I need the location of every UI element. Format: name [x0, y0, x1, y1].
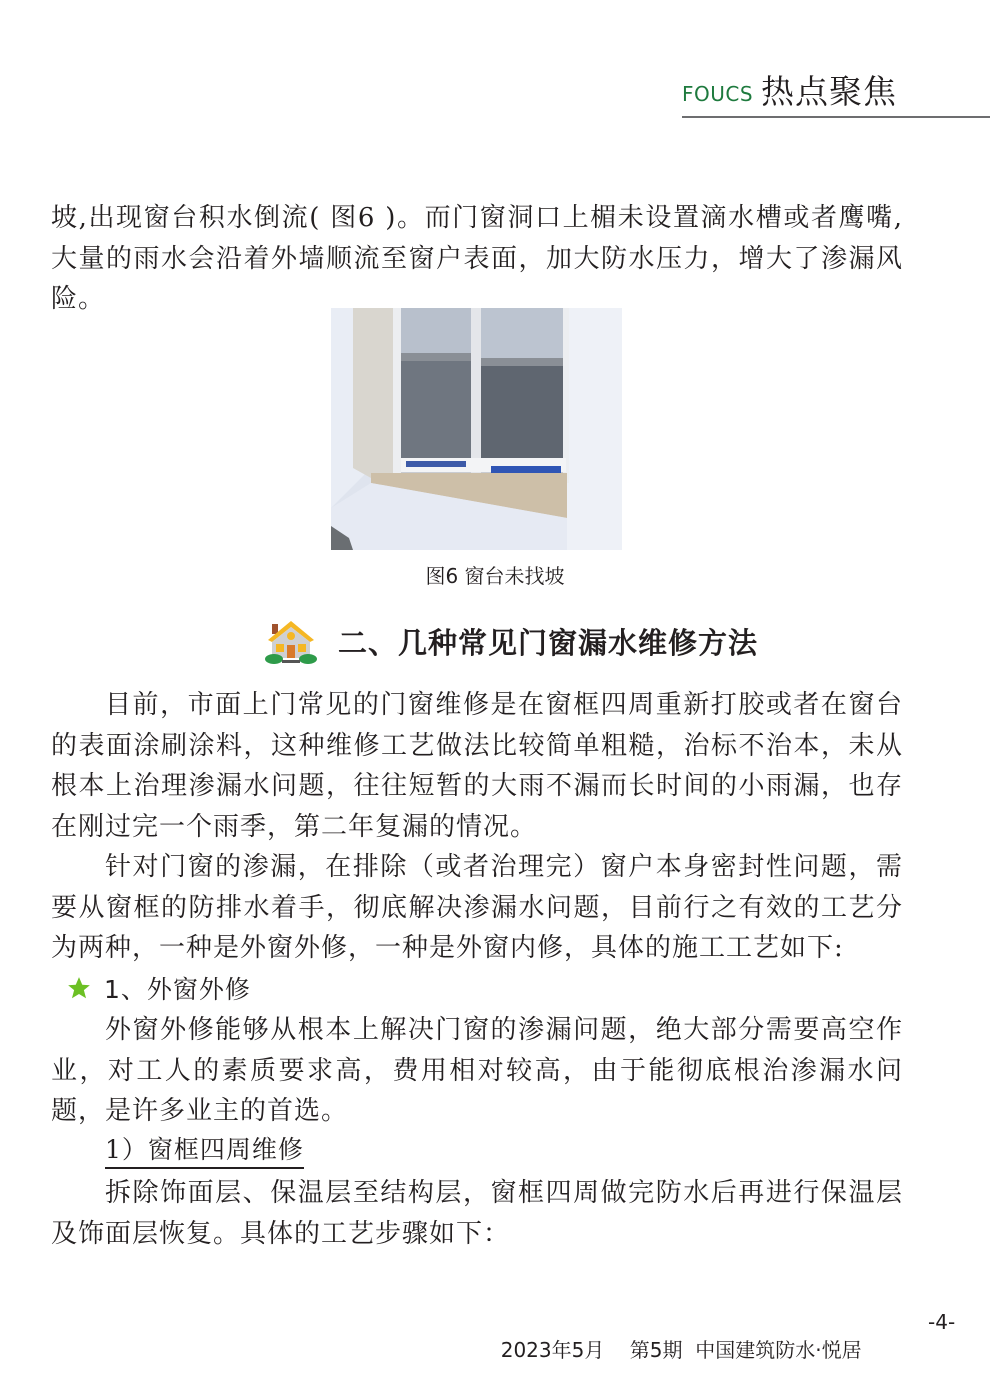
header-divider: [682, 116, 990, 118]
subsection-heading: [66, 970, 251, 1006]
figure-caption: 图6 窗台未找坡: [425, 564, 565, 588]
paragraph-intro: 坡,出现窗台积水倒流( 图6 )。而门窗洞口上楣未设置滴水槽或者鹰嘴,大量的雨水会沿着外墙顺流至窗户表面，加大防水压力，增大了渗漏风险。: [51, 203, 903, 314]
house-icon: [264, 618, 318, 664]
window-photo-illustration: [331, 308, 622, 550]
subsection-title: 1、外窗外修: [104, 975, 251, 1004]
star-icon: [66, 975, 92, 1001]
section-label-cn: 热点聚焦: [761, 72, 897, 111]
paragraph-current-methods: 目前，市面上门常见的门窗维修是在窗框四周重新打胶或者在窗台的表面涂刷涂料，这种维修工艺做法比较简单粗糙，治标不治本，未从根本上治理渗漏水问题，往往短暂的大雨不漏而长时间的小雨漏，也存在刚过完一个雨季，第二年复漏的情况。: [51, 690, 903, 842]
paragraph-external-repair: 外窗外修能够从根本上解决门窗的渗漏问题，绝大部分需要高空作业，对工人的素质要求高，费用相对较高，由于能彻底根治渗漏水问题，是许多业主的首选。: [51, 1015, 903, 1126]
page-footer: [488, 1310, 956, 1387]
section-label-en: FOUCS: [682, 82, 754, 106]
page-number: -4-: [928, 1310, 956, 1334]
subsubsection-title: 1）窗框四周维修: [105, 1134, 304, 1169]
page-header: [682, 66, 990, 118]
paragraph-frame-repair: 拆除饰面层、保温层至结构层，窗框四周做完防水后再进行保温层及饰面层恢复。具体的工艺步骤如下：: [51, 1178, 903, 1249]
paragraph-approach: 针对门窗的渗漏，在排除（或者治理完）窗户本身密封性问题，需要从窗框的防排水着手，彻底解决渗漏水问题，目前行之有效的工艺分为两种，一种是外窗外修，一种是外窗内修，具体的施工工艺如下:: [51, 852, 903, 963]
figure-window-sill-photo: [331, 308, 622, 550]
section-heading: [264, 616, 758, 666]
section-title: 二、几种常见门窗漏水维修方法: [338, 625, 759, 660]
issue-info: 2023年5月 第5期 中国建筑防水·悦居: [500, 1338, 862, 1362]
